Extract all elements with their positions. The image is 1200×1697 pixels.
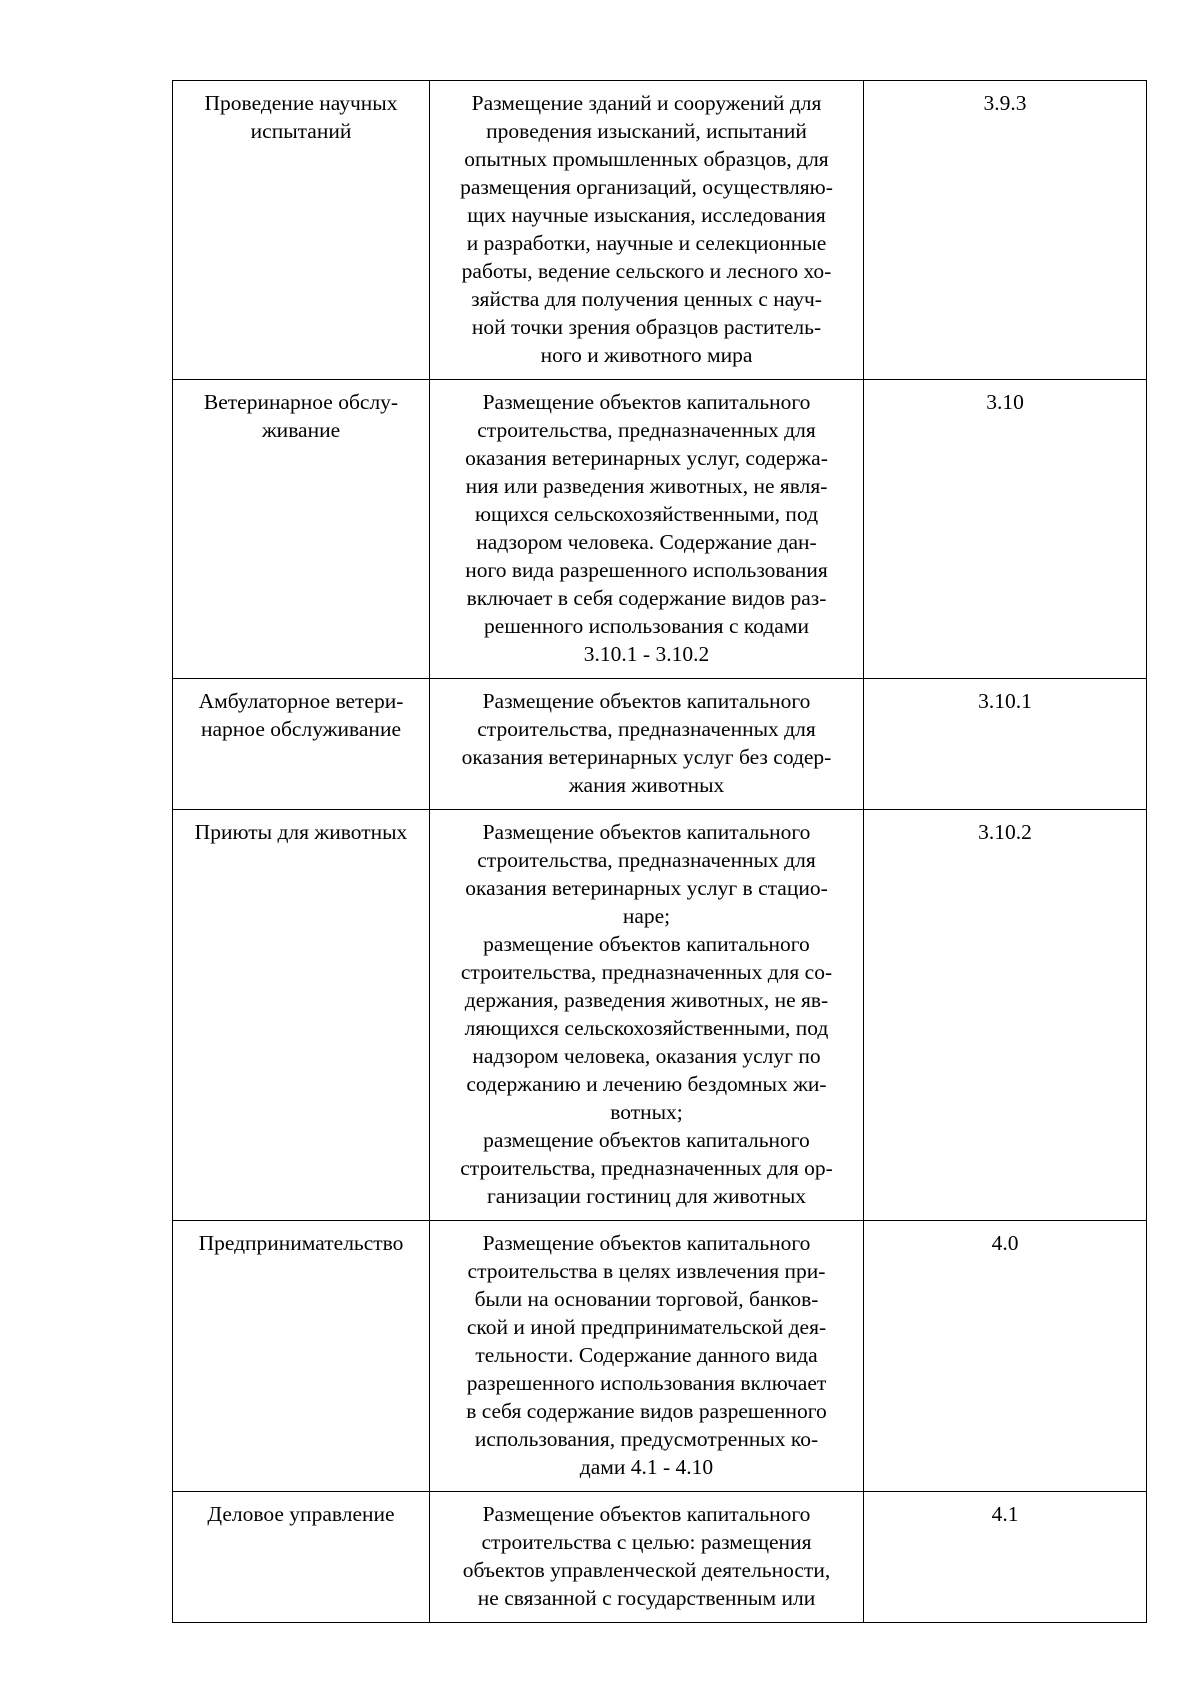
use-description-cell [430, 1221, 864, 1492]
use-name-line: Деловое управление [207, 1502, 395, 1526]
use-name-line: Ветеринарное обслу- [203, 390, 399, 414]
description-line: ного и животного мира [540, 343, 753, 367]
description-line: наре; [622, 904, 671, 928]
use-code-cell: 4.1 [864, 1492, 1147, 1623]
description-line: строительства, предназначенных для [477, 848, 816, 872]
description-line: 3.10.1 - 3.10.2 [583, 642, 710, 666]
description-line: строительства в целях извлечения при- [467, 1259, 826, 1283]
description-line: содержанию и лечению бездомных жи- [466, 1072, 827, 1096]
land-use-table [172, 80, 1147, 1623]
description-line: держания, разведения животных, не яв- [464, 988, 829, 1012]
table-row [173, 380, 1147, 679]
use-name-line: Проведение научных [204, 91, 398, 115]
use-name-line: нарное обслуживание [201, 717, 401, 741]
description-line: Размещение объектов капитального [482, 820, 811, 844]
table-row [173, 81, 1147, 380]
table-row [173, 1221, 1147, 1492]
description-line: надзором человека, оказания услуг по [472, 1044, 821, 1068]
description-line: вотных; [610, 1100, 683, 1124]
description-line: оказания ветеринарных услуг в стацио- [465, 876, 828, 900]
use-code-cell: 3.9.3 [864, 81, 1147, 380]
description-line: Размещение объектов капитального [482, 1231, 811, 1255]
description-line: зяйства для получения ценных с науч- [471, 287, 822, 311]
description-line: размещение объектов капитального [483, 1128, 810, 1152]
description-line: строительства, предназначенных для [477, 418, 816, 442]
use-code-cell: 4.0 [864, 1221, 1147, 1492]
use-description-cell [430, 810, 864, 1221]
description-line: Размещение зданий и сооружений для [471, 91, 822, 115]
description-line: работы, ведение сельского и лесного хо- [461, 259, 832, 283]
description-line: включает в себя содержание видов раз- [466, 586, 827, 610]
description-line: ющихся сельскохозяйственными, под [474, 502, 819, 526]
use-description-cell [430, 380, 864, 679]
use-description-cell [430, 1492, 864, 1623]
description-line: проведения изысканий, испытаний [486, 119, 807, 143]
table-row [173, 810, 1147, 1221]
description-line: строительства, предназначенных для со- [460, 960, 833, 984]
description-line: объектов управленческой деятельности, [462, 1558, 831, 1582]
description-line: ния или разведения животных, не явля- [465, 474, 828, 498]
use-code-cell: 3.10.2 [864, 810, 1147, 1221]
table-row [173, 679, 1147, 810]
use-name-cell [173, 81, 430, 380]
use-name-cell [173, 1221, 430, 1492]
use-name-line: Амбулаторное ветери- [198, 689, 404, 713]
use-name-line: Приюты для животных [194, 820, 408, 844]
description-line: опытных промышленных образцов, для [464, 147, 829, 171]
description-line: размещения организаций, осуществляю- [460, 175, 833, 199]
description-line: Размещение объектов капитального [482, 689, 811, 713]
description-line: строительства, предназначенных для [477, 717, 816, 741]
description-line: оказания ветеринарных услуг без содер- [461, 745, 832, 769]
description-line: Размещение объектов капитального [482, 1502, 811, 1526]
use-code-cell: 3.10.1 [864, 679, 1147, 810]
description-line: строительства с целью: размещения [481, 1530, 812, 1554]
use-description-cell [430, 679, 864, 810]
description-line: ной точки зрения образцов раститель- [471, 315, 822, 339]
description-line: размещение объектов капитального [483, 932, 810, 956]
use-name-line: Предпринимательство [198, 1231, 404, 1255]
description-line: строительства, предназначенных для ор- [460, 1156, 833, 1180]
use-name-cell [173, 1492, 430, 1623]
description-line: оказания ветеринарных услуг, содержа- [465, 446, 828, 470]
description-line: ганизации гостиниц для животных [486, 1184, 807, 1208]
description-line: ного вида разрешенного использования [465, 558, 828, 582]
description-line: надзором человека. Содержание дан- [476, 530, 817, 554]
description-line: и разработки, научные и селекционные [466, 231, 827, 255]
description-line: тельности. Содержание данного вида [475, 1343, 818, 1367]
description-line: в себя содержание видов разрешенного [466, 1399, 827, 1423]
description-line: были на основании торговой, банков- [474, 1287, 819, 1311]
use-name-cell [173, 810, 430, 1221]
description-line: решенного использования с кодами [484, 614, 809, 638]
description-line: ской и иной предпринимательской дея- [466, 1315, 827, 1339]
use-name-cell [173, 679, 430, 810]
use-description-cell [430, 81, 864, 380]
use-name-line: живание [261, 418, 341, 442]
description-line: Размещение объектов капитального [482, 390, 811, 414]
use-name-cell [173, 380, 430, 679]
description-line: использования, предусмотренных ко- [474, 1427, 819, 1451]
description-line: дами 4.1 - 4.10 [579, 1455, 714, 1479]
description-line: щих научные изыскания, исследования [467, 203, 826, 227]
use-name-line: испытаний [250, 119, 352, 143]
use-code-cell: 3.10 [864, 380, 1147, 679]
description-line: ляющихся сельскохозяйственными, под [464, 1016, 829, 1040]
description-line: жания животных [568, 773, 725, 797]
description-line: не связанной с государственным или [477, 1586, 816, 1610]
description-line: разрешенного использования включает [466, 1371, 827, 1395]
table-row [173, 1492, 1147, 1623]
table-body [173, 81, 1147, 1623]
